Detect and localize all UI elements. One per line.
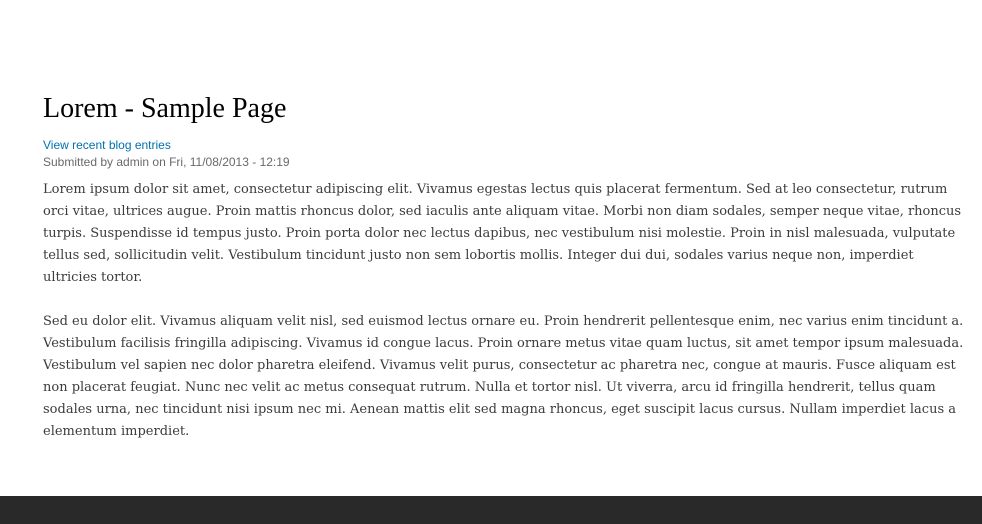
view-recent-blog-entries-link[interactable]: View recent blog entries [43,138,171,152]
article-meta [43,137,969,171]
footer-bar [0,496,982,524]
body-paragraph-1: Lorem ipsum dolor sit amet, consectetur adipiscing elit. Vivamus egestas lectus quis placerat fermentum. Sed at leo consectetur, rutrum orci vitae, ultrices augue. Proin mattis rhoncus dolor, sed iaculis ante aliquam vitae. Morbi non diam sodales, semper neque vitae, rhoncus turpis. Suspendisse id tempus justo. Proin porta dolor nec lectus dapibus, nec vestibulum nisi molestie. Proin in nisl malesuada, vulputate tellus sed, sollicitudin velit. Vestibulum tincidunt justo non sem lobortis mollis. Integer dui dui, sodales varius neque non, imperdiet ultricies tortor. [43,182,962,285]
article [43,92,969,465]
page-title: Lorem - Sample Page [43,93,287,124]
body-paragraph-2: Sed eu dolor elit. Vivamus aliquam velit nisl, sed euismod lectus ornare eu. Proin hendrerit pellentesque enim, nec varius enim tincidunt a. Vestibulum facilisis fringilla adipiscing. Vivamus id congue lacus. Proin ornare metus vitae quam luctus, sit amet tempor ipsum malesuada. Vestibulum vel sapien nec dolor pharetra eleifend. Vivamus velit purus, consectetur ac pharetra nec, congue at mauris. Fusce aliquam est non placerat feugiat. Nunc nec velit ac metus consequat rutrum. Nulla et tortor nisl. Ut viverra, arcu id fringilla hendrerit, tellus quam sodales urna, nec tincidunt nisi ipsum nec mi. Aenean mattis elit sed magna rhoncus, eget suscipit lacus cursus. Nullam imperdiet lacus a elementum imperdiet. [43,314,964,439]
article-body [43,179,969,443]
submitted-info: Submitted by admin on Fri, 11/08/2013 - 12:19 [43,155,290,169]
